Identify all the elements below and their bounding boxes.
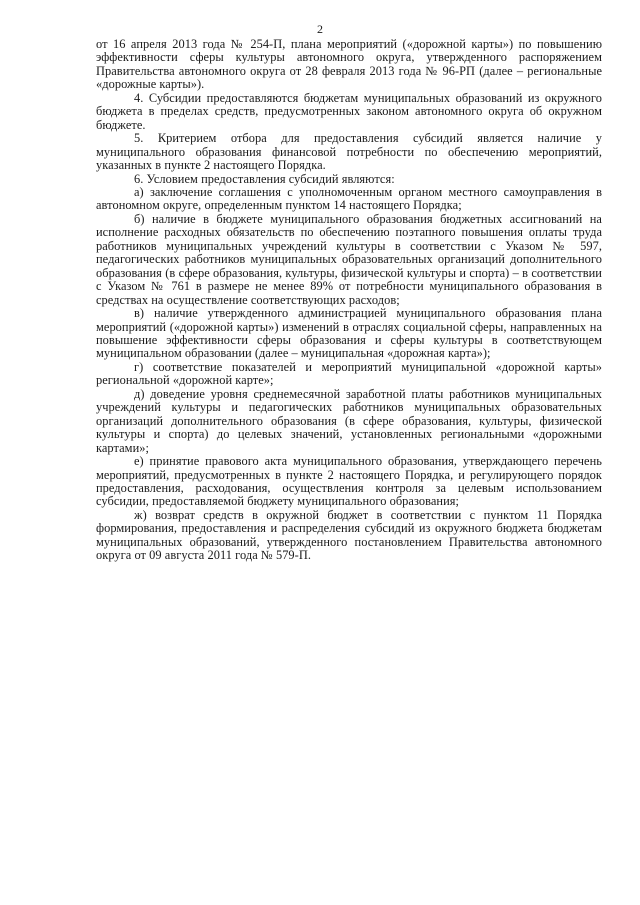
paragraph-subitem-g: г) соответствие показателей и мероприятий муниципальной «дорожной карты» региональной «дорожной карте»; [96,359,602,388]
paragraph-subitem-b: б) наличие в бюджете муниципального образования бюджетных ассигнований на исполнение расходных обязательств по обеспечению поэтапного повышения оплаты труда работников муниципальных учреждений культуры в соответствии с Указом № 597, педагогических работников муниципальных образовательных организаций дополнительного образования (в сфере образования, культуры, физической культуры и спорта) – в соответствии с Указом № 761 в размере не менее 89% от потребности муниципального образования в средствах на осуществление соответствующих расходов; [96,211,602,307]
paragraph-subitem-v: в) наличие утвержденного администрацией муниципального образования плана мероприятий («дорожной карты») изменений в отраслях социальной сферы, направленных на повышение эффективности сферы образования и сферы культуры в соответствующем муниципальном образовании (далее – муниципальная «дорожная карта»); [96,306,602,361]
paragraph-subitem-e: е) принятие правового акта муниципального образования, утверждающего перечень мероприятий, предусмотренных в пункте 2 настоящего Порядка, и регулирующего порядок предоставления, расходования, осуществления контроля за целевым использованием субсидии, предоставляемой бюджету муниципального образования; [96,454,602,509]
paragraph-subitem-zh: ж) возврат средств в окружной бюджет в соответствии с пунктом 11 Порядка формирования, предоставления и распределения субсидий из окружного бюджета бюджетам муниципальных образований, утвержденного постановлением Правительства автономного округа от 09 августа 2011 года № 579-П. [96,507,602,563]
paragraph-subitem-a: а) заключение соглашения с уполномоченным органом местного самоуправления в автономном округе, определенным пунктом 14 настоящего Порядка; [96,184,602,213]
paragraph-item-4: 4. Субсидии предоставляются бюджетам муниципальных образований из окружного бюджета в пределах средств, предусмотренных законом автономного округа об окружном бюджете. [96,90,602,132]
page-number: 2 [317,22,323,36]
paragraph-item-5: 5. Критерием отбора для предоставления субсидий является наличие у муниципального образования финансовой потребности по обеспечению мероприятий, указанных в пункте 2 настоящего Порядка. [96,131,602,173]
paragraph-continuation: от 16 апреля 2013 года № 254-П, плана мероприятий («дорожной карты») по повышению эффективности сферы культуры автономного округа, утвержденного распоряжением Правительства автономного округа от 28 февраля 2013 года № 96-РП (далее – региональные «дорожные карты»). [96,37,602,92]
paragraph-subitem-d: д) доведение уровня среднемесячной заработной платы работников муниципальных учреждений культуры и педагогических работников муниципальных образовательных организаций дополнительного образования (в сфере образования, культуры, физической культуры и спорта) до целевых значений, установленных региональными «дорожными картами»; [96,386,602,455]
paragraph-item-6: 6. Условием предоставления субсидий являются: [134,171,395,186]
document-body [96,38,602,563]
